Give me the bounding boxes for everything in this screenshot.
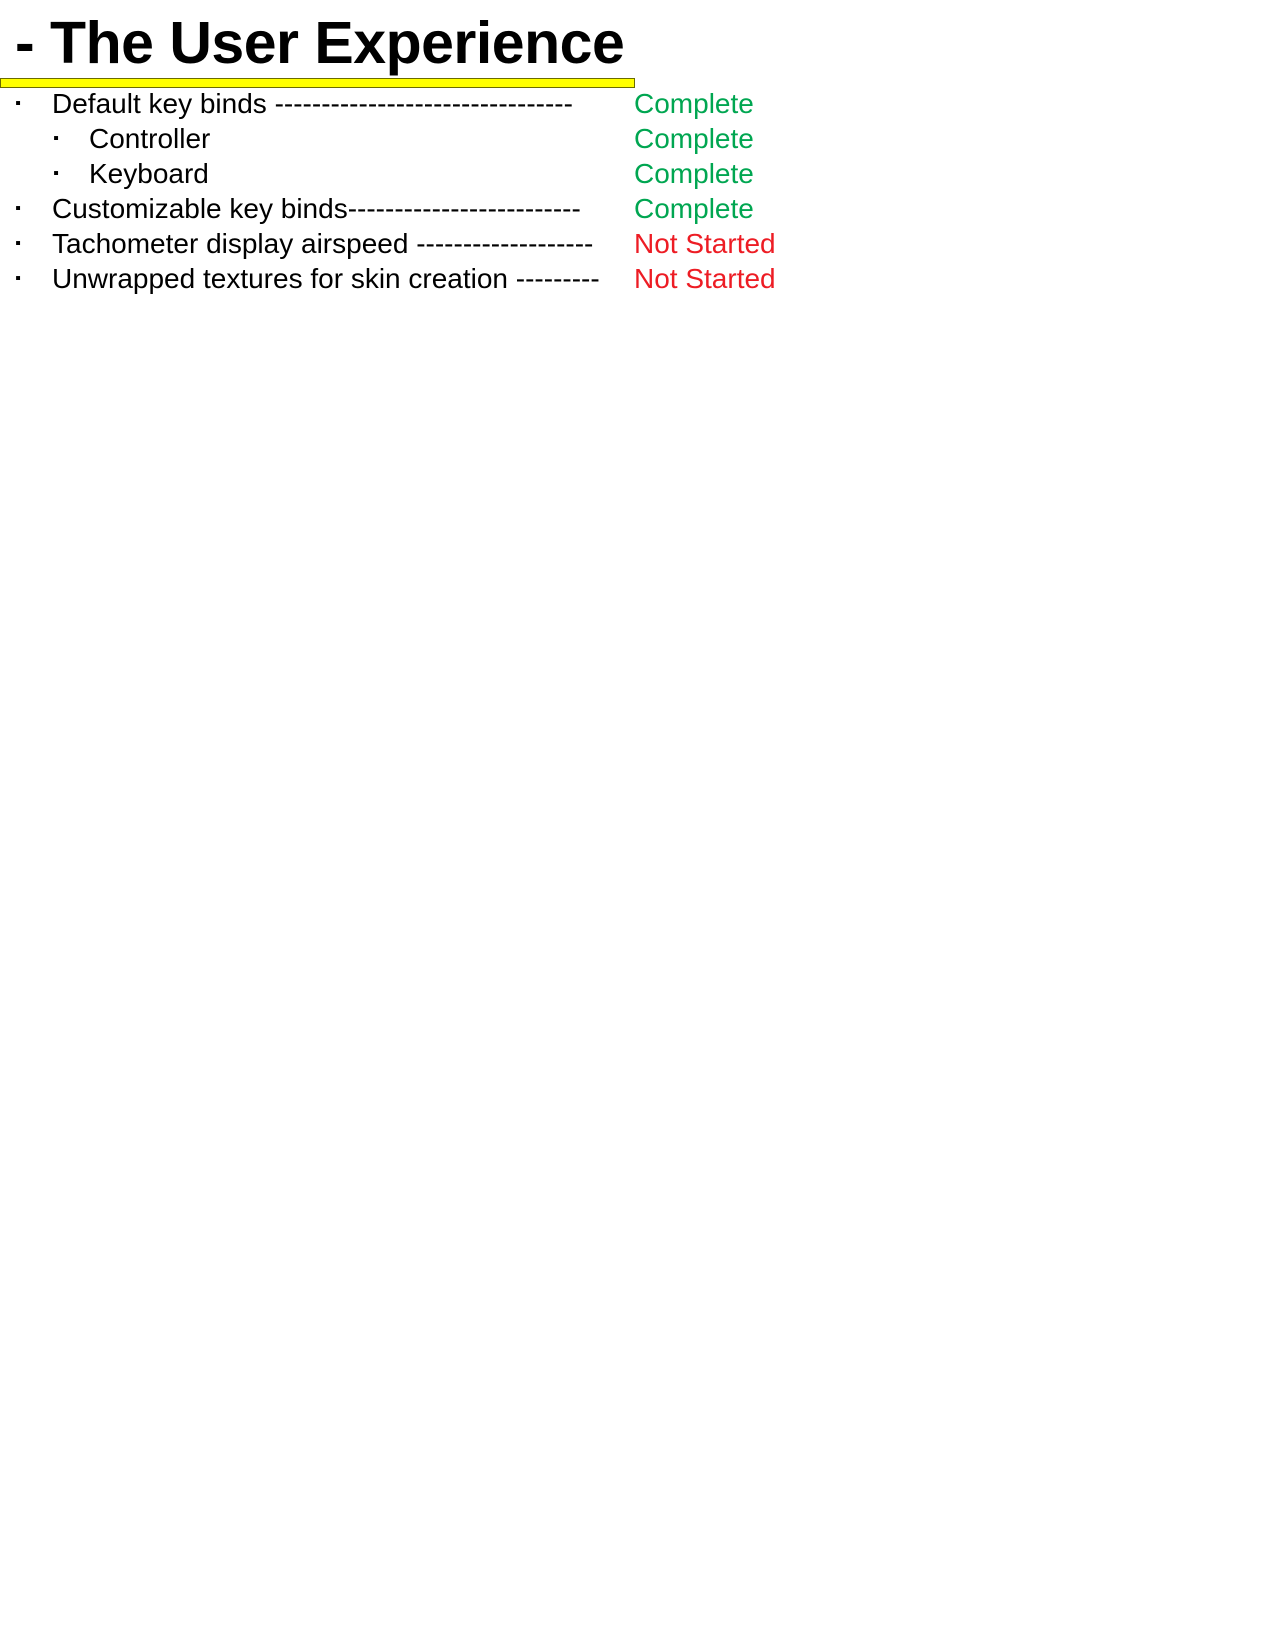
- task-row-default-key-binds: [0, 86, 800, 121]
- task-list: [0, 86, 800, 296]
- task-name: Controller: [89, 123, 211, 154]
- task-label: [52, 86, 573, 121]
- square-bullet-icon: ▪: [53, 165, 59, 182]
- task-row-customizable-key-binds: [0, 191, 800, 226]
- task-name: Customizable key binds: [52, 193, 348, 224]
- task-row-unwrapped-textures: [0, 261, 800, 296]
- task-label: [89, 121, 211, 156]
- dash-leader: --------------------------------: [266, 88, 573, 119]
- square-bullet-icon: ▪: [53, 130, 59, 147]
- dash-leader: ---------: [508, 263, 600, 294]
- task-label: [52, 261, 600, 296]
- task-label: [52, 191, 581, 226]
- task-row-keyboard: [0, 156, 800, 191]
- task-label: [52, 226, 594, 261]
- square-bullet-icon: ▪: [15, 95, 21, 112]
- task-row-controller: [0, 121, 800, 156]
- task-name: Default key binds: [52, 88, 267, 119]
- task-name: Unwrapped textures for skin creation: [52, 263, 508, 294]
- dash-leader: -------------------------: [347, 193, 581, 224]
- task-label: [89, 156, 209, 191]
- task-name: Keyboard: [89, 158, 209, 189]
- task-name: Tachometer display airspeed: [52, 228, 409, 259]
- status-complete: Complete: [634, 123, 754, 154]
- square-bullet-icon: ▪: [15, 270, 21, 287]
- square-bullet-icon: ▪: [15, 200, 21, 217]
- task-row-tachometer-display: [0, 226, 800, 261]
- status-not-started: Not Started: [634, 228, 776, 259]
- status-complete: Complete: [634, 158, 754, 189]
- square-bullet-icon: ▪: [15, 235, 21, 252]
- page-title: - The User Experience: [15, 10, 625, 76]
- status-complete: Complete: [634, 88, 754, 119]
- status-complete: Complete: [634, 193, 754, 224]
- dash-leader: -------------------: [408, 228, 594, 259]
- status-not-started: Not Started: [634, 263, 776, 294]
